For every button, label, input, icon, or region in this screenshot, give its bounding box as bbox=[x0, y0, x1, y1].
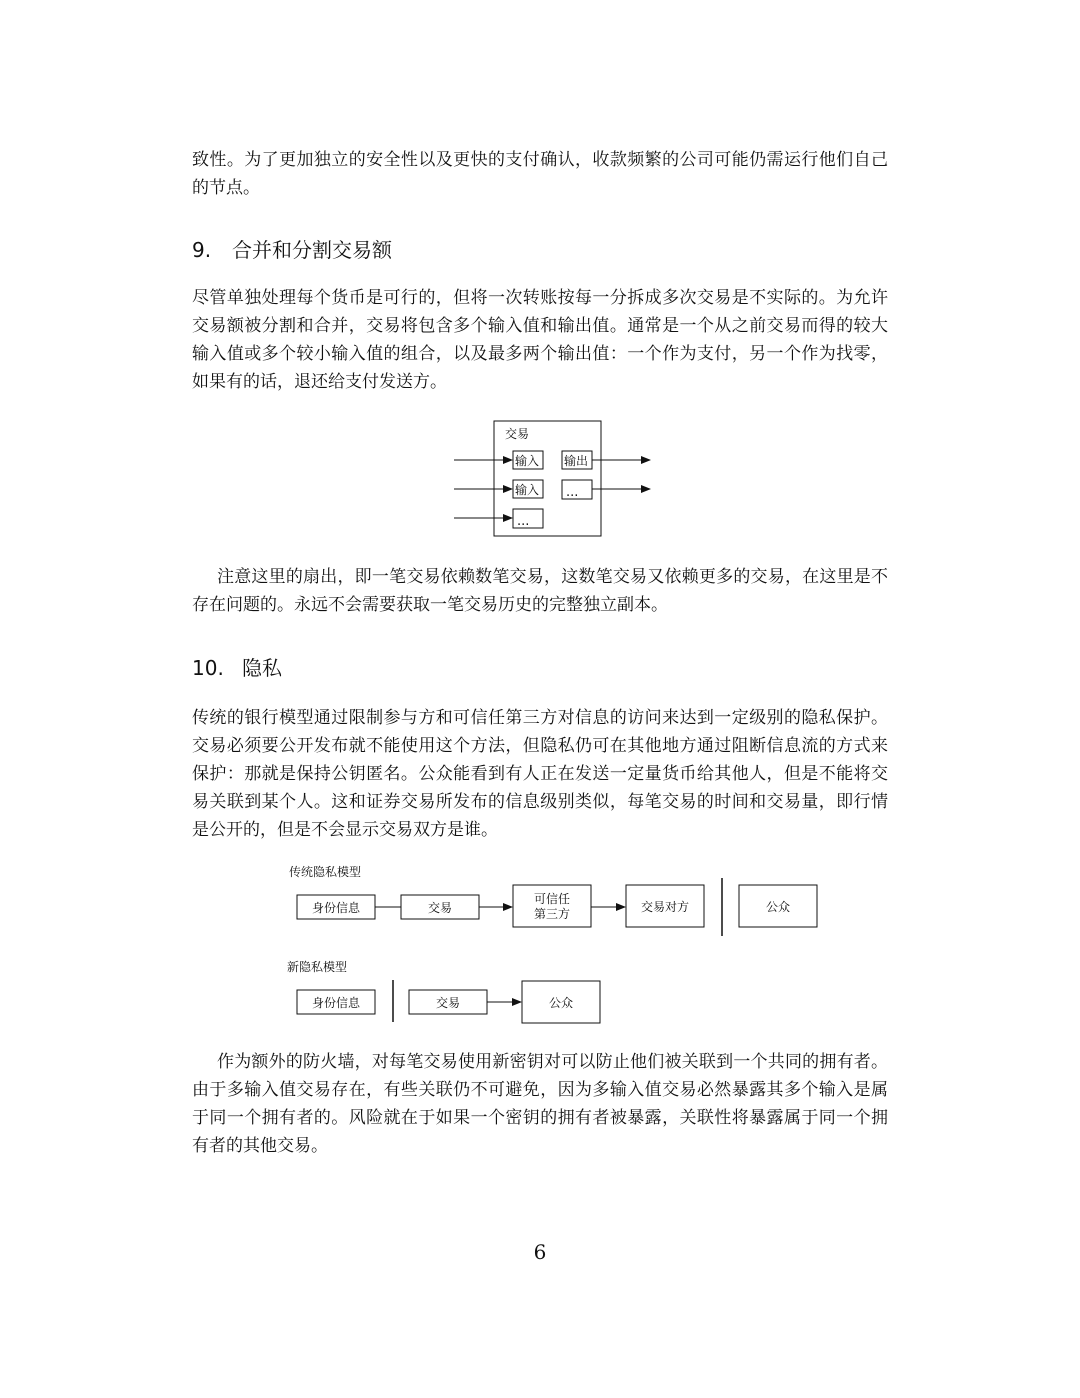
input-more-label: ... bbox=[517, 514, 530, 529]
section-10-title: 隐私 bbox=[242, 656, 282, 680]
traditional-identity-label: 身份信息 bbox=[311, 901, 361, 915]
paragraph-firewall: 作为额外的防火墙，对每笔交易使用新密钥对可以防止他们被关联到一个共同的拥有者。由于多输入值交易存在，有些关联仍不可避免，因为多输入值交易必然暴露其多个输入是属于同一个拥有者的。风险就在于如果一个密钥的拥有者被暴露，关联性将暴露属于同一个拥有者的其他交易。 bbox=[192, 1052, 888, 1156]
privacy-model-diagram bbox=[280, 858, 840, 1028]
paragraph-section-10: 传统的银行模型通过限制参与方和可信任第三方对信息的访问来达到一定级别的隐私保护。交易必须要公开发布就不能使用这个方法，但隐私仍可在其他地方通过阻断信息流的方式来保护：那就是保持公钥匿名。公众能看到有人正在发送一定量货币给其他人，但是不能将交易关联到某个人。这和证券交易所发布的信息级别类似，每笔交易的时间和交易量，即行情是公开的，但是不会显示交易双方是谁。 bbox=[192, 708, 888, 840]
new-identity-label: 身份信息 bbox=[311, 996, 361, 1010]
transaction-box-label: 交易 bbox=[505, 427, 530, 441]
section-10-number: 10. bbox=[192, 656, 224, 680]
output-more-label: ... bbox=[566, 485, 579, 500]
input-1-label: 输入 bbox=[515, 454, 540, 468]
paragraph-section-9: 尽管单独处理每个货币是可行的，但将一次转账按每一分拆成多次交易是不实际的。为允许交易额被分割和合并，交易将包含多个输入值和输出值。通常是一个从之前交易而得的较大输入值或多个较小输入值的组合，以及最多两个输出值：一个作为支付，另一个作为找零，如果有的话，退还给支付发送方。 bbox=[192, 288, 888, 392]
transaction-diagram bbox=[440, 410, 680, 550]
trusted-third-party-line2: 第三方 bbox=[533, 907, 571, 921]
section-9-heading bbox=[192, 234, 392, 263]
section-9-number: 9. bbox=[192, 238, 212, 262]
section-10-heading bbox=[192, 652, 282, 681]
trusted-third-party-line1: 可信任 bbox=[533, 892, 571, 906]
paragraph-fan-out: 注意这里的扇出，即一笔交易依赖数笔交易，这数笔交易又依赖更多的交易，在这里是不存在问题的。永远不会需要获取一笔交易历史的完整独立副本。 bbox=[192, 567, 888, 615]
section-9-title: 合并和分割交易额 bbox=[232, 238, 392, 262]
input-2-label: 输入 bbox=[515, 483, 540, 497]
new-public-label: 公众 bbox=[548, 996, 574, 1010]
traditional-model-title: 传统隐私模型 bbox=[289, 865, 362, 879]
page-number: 6 bbox=[533, 1240, 547, 1264]
new-transaction-label: 交易 bbox=[435, 996, 461, 1010]
paragraph-top: 致性。为了更加独立的安全性以及更快的支付确认，收款频繁的公司可能仍需运行他们自己的节点。 bbox=[192, 150, 888, 198]
traditional-public-label: 公众 bbox=[765, 900, 791, 914]
traditional-transaction-label: 交易 bbox=[427, 901, 453, 915]
new-model-title: 新隐私模型 bbox=[287, 960, 348, 974]
counterparty-label: 交易对方 bbox=[640, 900, 690, 914]
output-1-label: 输出 bbox=[564, 454, 589, 468]
